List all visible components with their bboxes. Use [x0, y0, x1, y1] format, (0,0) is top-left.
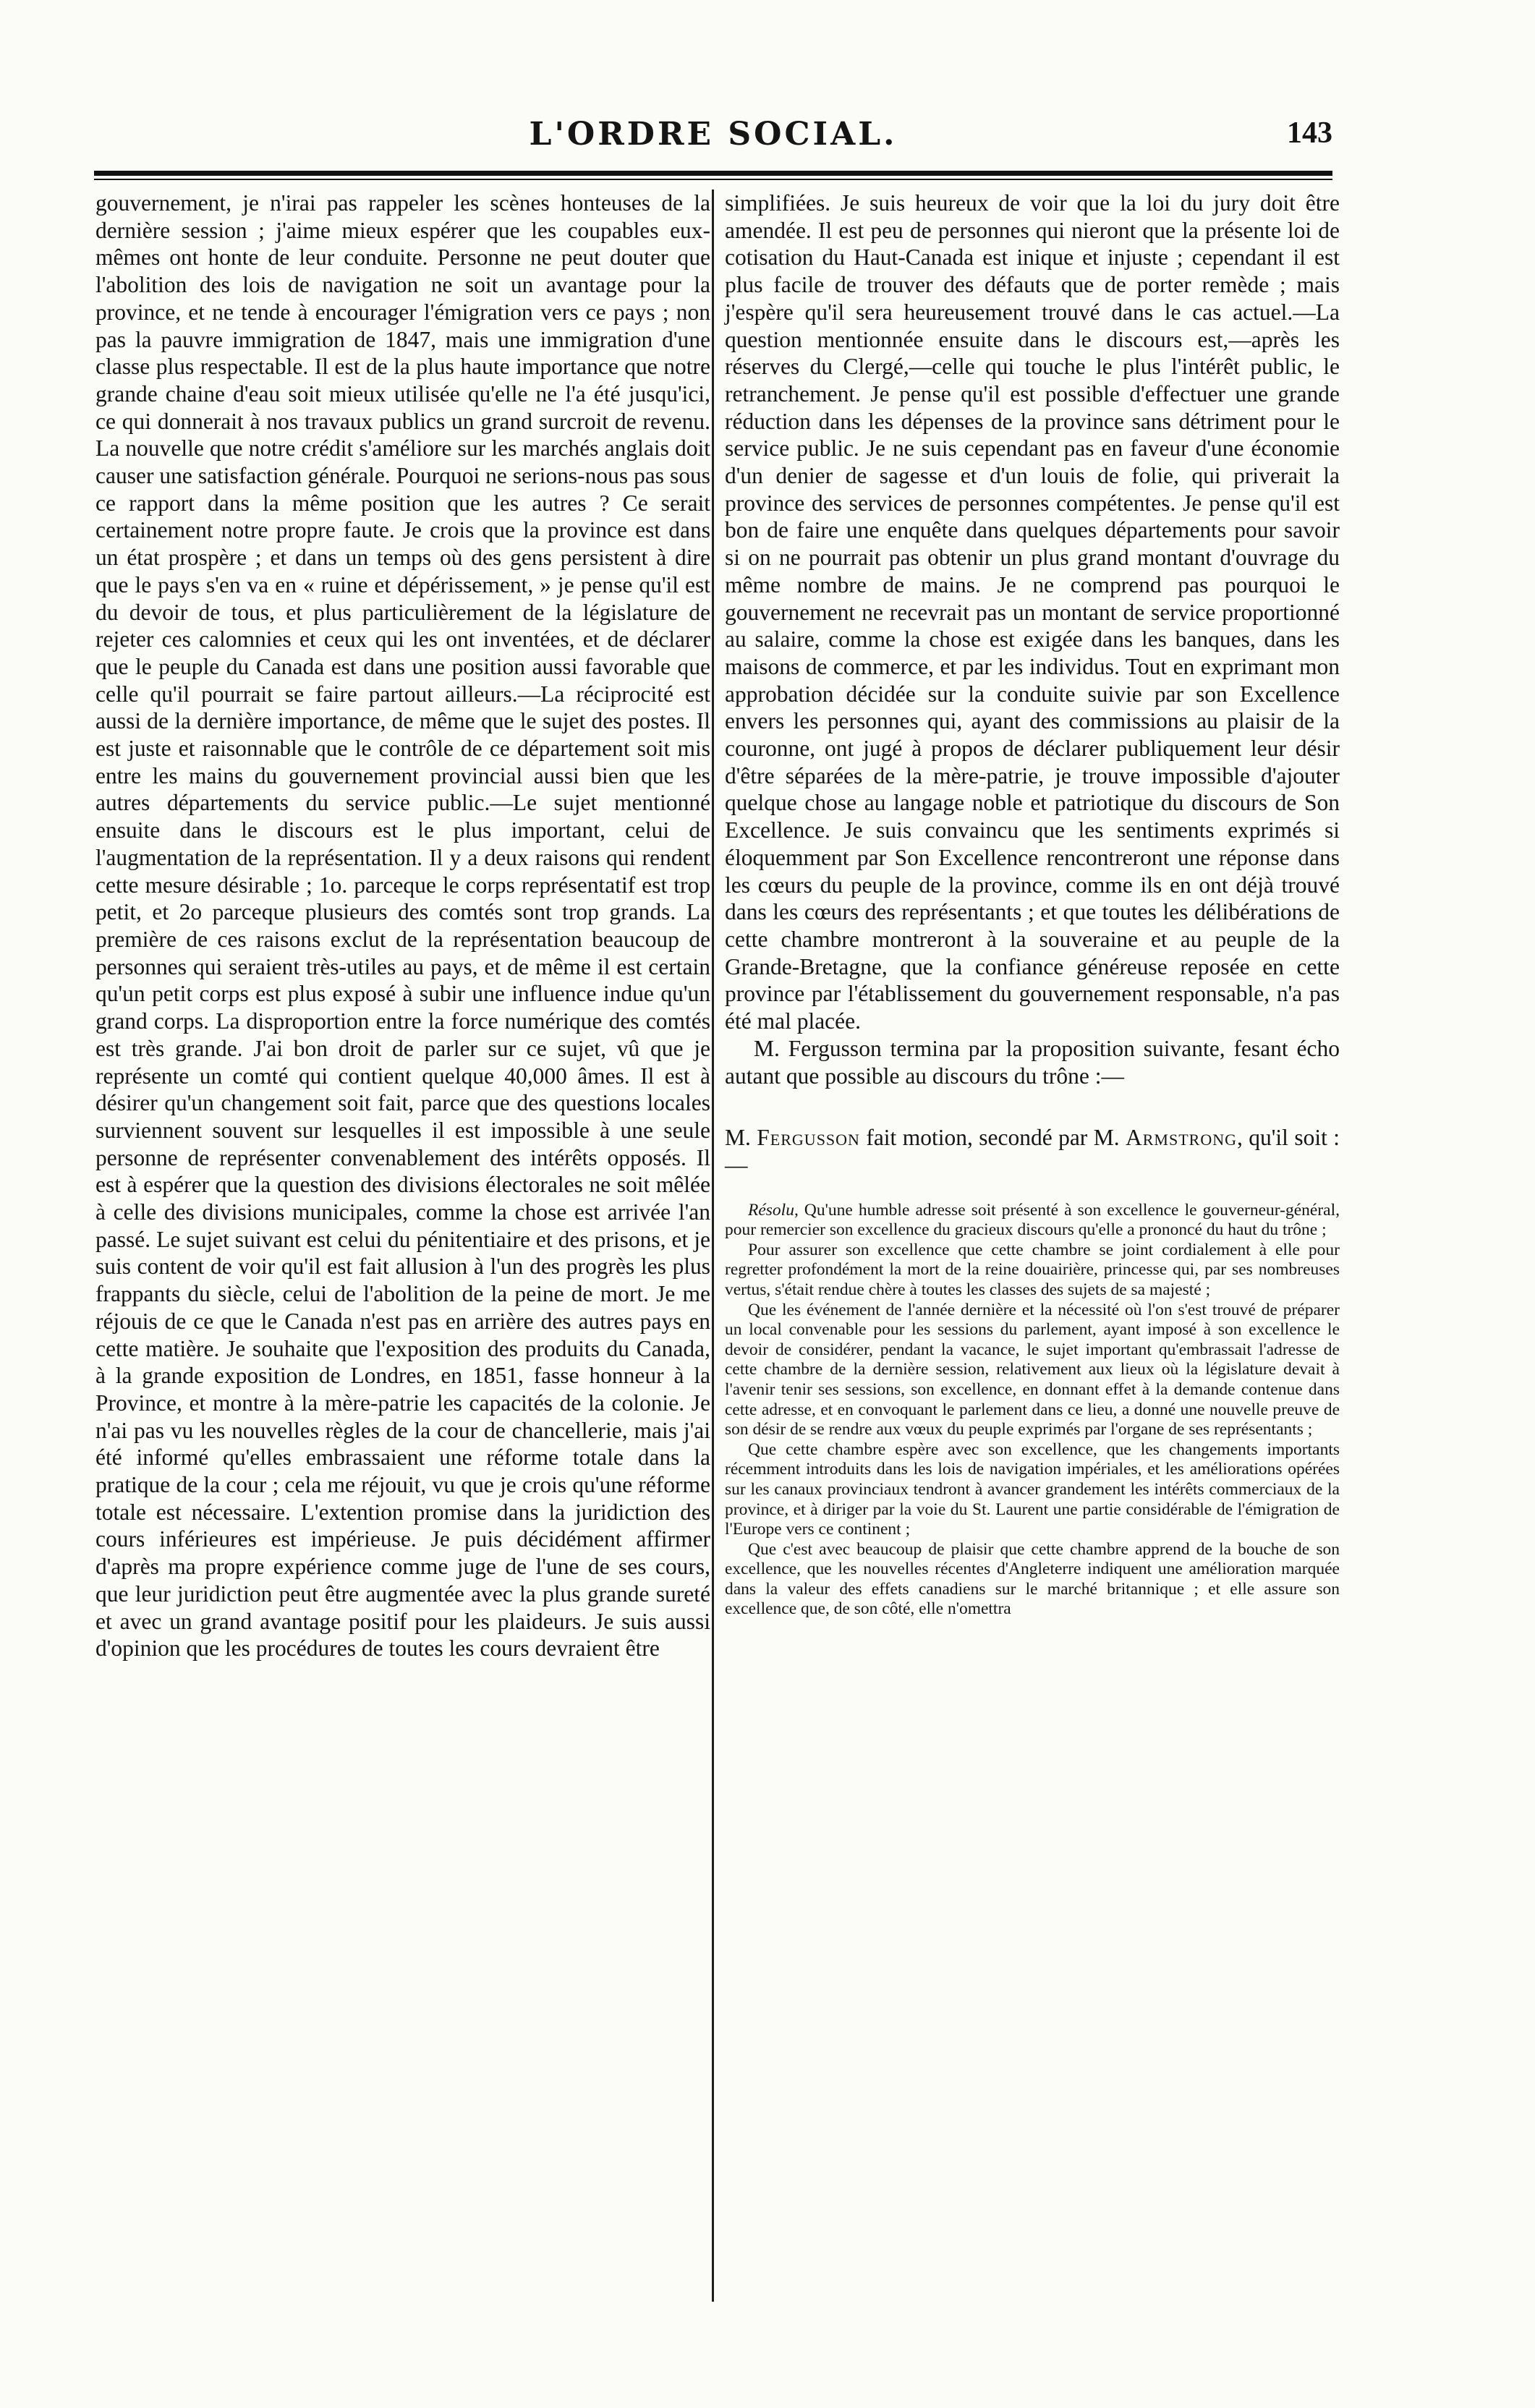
right-paragraph: simplifiées. Je suis heureux de voir que la loi du jury doit être amendée. Il est peu de personnes qui nieront que la présente loi de cotisation du Haut-Canada est inique et injuste ; cependant il est plus facile de trouver des défauts que de porter remède ; mais j'espère qu'il sera heureusement trouvé dans le cas actuel.—La question mentionnée ensuite dans le discours est,—après les réserves du Clergé,—celle qui touche le plus l'intérêt public, le retranchement. Je pense qu'il est possible d'effectuer une grande réduction dans les dépenses de la province sans détriment pour le service public. Je ne suis cependant pas en faveur d'une économie d'un denier de sagesse et d'un louis de folie, qui priverait la province des services de personnes compétentes. Je pense qu'il est bon de faire une enquête dans quelques départements pour savoir si on ne pourrait pas obtenir un plus grand montant d'ouvrage du même nombre de mains. Je ne comprend pas pourquoi le gouvernement ne recevrait pas un montant de service proportionné au salaire, comme la chose est exigée dans les banques, dans les maisons de commerce, et par les individus. Tout en exprimant mon approbation décidée sur la conduite suivie par son Excellence envers les personnes qui, ayant des commissions au plaisir de la couronne, ont jugé à propos de déclarer publiquement leur désir d'être séparées de la mère-patrie, je trouve impossible d'ajouter quelque chose au langage noble et patriotique du discours de Son Excellence. Je suis convaincu que les sentiments exprimés si éloquemment par Son Excellence rencontreront une réponse dans les cœurs du peuple de la province, comme ils en ont déjà trouvé dans les cœurs des représentants ; et que toutes les délibérations de cette chambre montreront à la souveraine et au peuple de la Grande-Bretagne, que la confiance généreuse reposée en cette province par l'établissement du gouvernement responsable, n'a pas été mal placée.: [725, 190, 1340, 1034]
motion-mover: Fergusson: [757, 1125, 860, 1151]
right-column: [725, 190, 1340, 1620]
motion-line: [725, 1124, 1340, 1178]
running-head: [94, 116, 1332, 166]
header-rule-thin: [94, 179, 1332, 180]
resolution-text: , Qu'une humble adresse soit présenté à son excellence le gouverneur-général, pour remercier son excellence du gracieux discours qu'elle a prononcé du haut du trône ;: [725, 1200, 1340, 1240]
resolution-block: [725, 1201, 1340, 1620]
left-column: [95, 190, 710, 1662]
resolution-paragraph: Pour assurer son excellence que cette chambre se joint cordialement à elle pour regretter profondément la mort de la reine douairière, princesse qui, par ses nombreuses vertus, s'était rendue chère à toutes les classes des sujets de sa majesté ;: [725, 1240, 1340, 1299]
motion-suffix: , qu'il soit :—: [725, 1125, 1340, 1178]
running-title: L'ORDRE SOCIAL.: [529, 116, 898, 153]
resolution-lead-word: Résolu: [748, 1200, 794, 1220]
page-number: 143: [1287, 116, 1332, 150]
motion-seconder: Armstrong: [1125, 1125, 1237, 1151]
resolution-paragraph: Que c'est avec beaucoup de plaisir que cette chambre apprend de la bouche de son excellence, que les nouvelles récentes d'Angleterre indiquent une amélioration marquée dans la valeur des effets canadiens sur le marché britannique ; et elle assure son excellence que, de son côté, elle n'omettra: [725, 1539, 1340, 1619]
column-divider: [712, 190, 714, 2302]
motion-prefix: M.: [725, 1125, 757, 1151]
resolution-paragraph: [725, 1201, 1340, 1241]
left-paragraph: gouvernement, je n'irai pas rappeler les scènes honteuses de la dernière session ; j'aime mieux espérer que les coupables eux-mêmes ont honte de leur conduite. Personne ne peut douter que l'abolition des lois de navigation ne soit un avantage pour la province, et ne tende à encourager l'émigration vers ce pays ; non pas la pauvre immigration de 1847, mais une immigration d'une classe plus respectable. Il est de la plus haute importance que notre grande chaine d'eau soit mieux utilisée qu'elle ne l'a été jusqu'ici, ce qui donnerait à nos travaux publics un grand surcroit de revenu. La nouvelle que notre crédit s'améliore sur les marchés anglais doit causer une satisfaction générale. Pourquoi ne serions-nous pas sous ce rapport dans la même position que les autres ? Ce serait certainement notre propre faute. Je crois que la province est dans un état prospère ; et dans un temps où des gens persistent à dire que le pays s'en va en « ruine et dépérissement, » je pense qu'il est du devoir de tous, et plus particulièrement de la législature de rejeter ces calomnies et ceux qui les ont inventées, et de déclarer que le peuple du Canada est dans une position aussi favorable que celle qu'il pourrait se faire partout ailleurs.—La réciprocité est aussi de la dernière importance, de même que le sujet des postes. Il est juste et raisonnable que le contrôle de ce département soit mis entre les mains du gouvernement provincial aussi bien que les autres départements du service public.—Le sujet mentionné ensuite dans le discours est le plus important, celui de l'augmentation de la représentation. Il y a deux raisons qui rendent cette mesure désirable ; 1o. parceque le corps représentatif est trop petit, et 2o parceque plusieurs des comtés sont trop grands. La première de ces raisons exclut de la représentation beaucoup de personnes qui seraient très-utiles au pays, et de même il est certain qu'un petit corps est plus exposé à subir une influence indue qu'un grand corps. La disproportion entre la force numérique des comtés est très grande. J'ai bon droit de parler sur ce sujet, vû que je représente un comté qui contient quelque 40,000 âmes. Il est à désirer qu'un changement soit fait, parce que des questions locales surviennent souvent sur lesquelles il est impossible à une seule personne de représenter convenablement des intérêts opposés. Il est à espérer que la question des divisions électorales ne soit mêlée à celle des divisions municipales, comme la chose est arrivée l'an passé. Le sujet suivant est celui du pénitentiaire et des prisons, et je suis content de voir qu'il est fait allusion à l'un des progrès les plus frappants du siècle, celui de l'abolition de la peine de mort. Je me réjouis de ce que le Canada n'est pas en arrière des autres pays en cette matière. Je souhaite que l'exposition des produits du Canada, à la grande exposition de Londres, en 1851, fasse honneur à la Province, et montre à la mère-patrie les capacités de la colonie. Je n'ai pas vu les nouvelles règles de la cour de chancellerie, mais j'ai été informé qu'elles embrassaient une réforme totale dans la pratique de la cour ; cela me réjouit, vu que je crois qu'une réforme totale est nécessaire. L'extention promise dans la juridiction des cours inférieures est impérieuse. Je puis décidément affirmer d'après ma propre expérience comme juge de l'une de ses cours, que leur juridiction peut être augmentée avec la plus grande sureté et avec un grand avantage positif pour les plaideurs. Je suis aussi d'opinion que les procédures de toutes les cours devraient être: [95, 190, 710, 1662]
right-paragraph-fergusson: M. Fergusson termina par la proposition suivante, fesant écho autant que possible au discours du trône :—: [725, 1035, 1340, 1089]
resolution-paragraph: Que cette chambre espère avec son excellence, que les changements importants récemment introduits dans les lois de navigation impériales, et les améliorations opérées sur les canaux provinciaux tendront à avancer grandement les intérêts commerciaux de la province, et à diriger par la voie du St. Laurent une partie considérable de l'émigration de l'Europe vers ce continent ;: [725, 1439, 1340, 1539]
motion-middle: fait motion, secondé par M.: [859, 1125, 1126, 1151]
header-rule-thick: [94, 171, 1332, 176]
resolution-paragraph: Que les événement de l'année dernière et la nécessité où l'on s'est trouvé de préparer un local convenable pour les sessions du parlement, ayant imposé à son excellence le devoir de considérer, pendant la vacance, le sujet important qu'embrassait l'adresse de cette chambre de la dernière session, relativement aux lieux où la législature devait à l'avenir tenir ses sessions, son excellence, en donnant effet à la demande contenue dans cette adresse, et en convoquant le parlement dans ce lieu, a donné une nouvelle preuve de son désir de se rendre aux vœux du peuple exprimés par l'organe de ses représentants ;: [725, 1300, 1340, 1439]
